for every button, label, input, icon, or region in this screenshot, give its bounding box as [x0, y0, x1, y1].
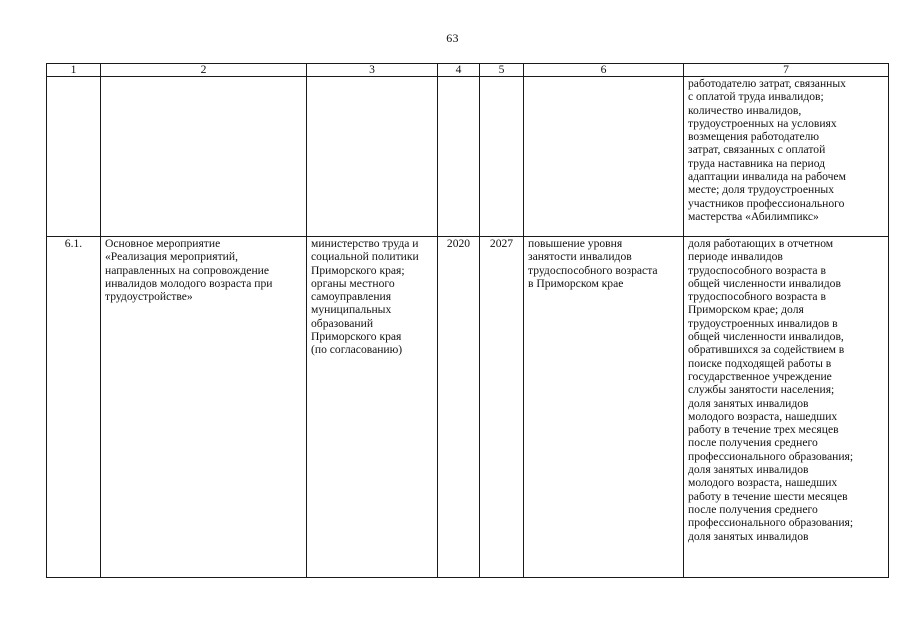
column-number-header-row: [47, 64, 889, 77]
column-header-2: 2: [101, 64, 307, 77]
cell-responsible-executor: [307, 77, 438, 237]
cell-start-year: 2020: [438, 237, 480, 578]
column-header-3: 3: [307, 64, 438, 77]
cell-measure-name: [101, 77, 307, 237]
cell-start-year: [438, 77, 480, 237]
cell-expected-result: [524, 77, 684, 237]
column-header-1: 1: [47, 64, 101, 77]
page-number: 63: [446, 31, 459, 45]
cell-end-year: [480, 77, 524, 237]
cell-indicators: работодателю затрат, связанных с оплатой труда инвалидов; количество инвалидов, трудоустроенных на условиях возмещения работодателю затрат, связанных с оплатой труда наставника на период адаптации инвалида на рабочем месте; доля трудоустроенных участников профессионального мастерства «Абилимпикс»: [684, 77, 889, 237]
column-header-6: 6: [524, 64, 684, 77]
column-header-7: 7: [684, 64, 889, 77]
cell-number: [47, 77, 101, 237]
cell-expected-result: повышение уровня занятости инвалидов трудоспособного возраста в Приморском крае: [524, 237, 684, 578]
table-row-continuation: [47, 77, 889, 237]
cell-end-year: 2027: [480, 237, 524, 578]
cell-indicators: доля работающих в отчетном периоде инвалидов трудоспособного возраста в общей численности инвалидов трудоспособного возраста в Приморском крае; доля трудоустроенных инвалидов в общей численности инвалидов, обратившихся за содействием в поиске подходящей работы в государственное учреждение службы занятости населения; доля занятых инвалидов молодого возраста, нашедших работу в течение трех месяцев после получения среднего профессионального образования; доля занятых инвалидов молодого возраста, нашедших работу в течение шести месяцев после получения среднего профессионального образования; доля занятых инвалидов: [684, 237, 889, 578]
cell-number: 6.1.: [47, 237, 101, 578]
cell-measure-name: Основное мероприятие «Реализация мероприятий, направленных на сопровождение инвалидов молодого возраста при трудоустройстве»: [101, 237, 307, 578]
program-measures-table: [46, 63, 889, 578]
column-header-5: 5: [480, 64, 524, 77]
cell-responsible-executor: министерство труда и социальной политики Приморского края; органы местного самоуправления муниципальных образований Приморского края (по согласованию): [307, 237, 438, 578]
table-row-6-1: [47, 237, 889, 578]
column-header-4: 4: [438, 64, 480, 77]
